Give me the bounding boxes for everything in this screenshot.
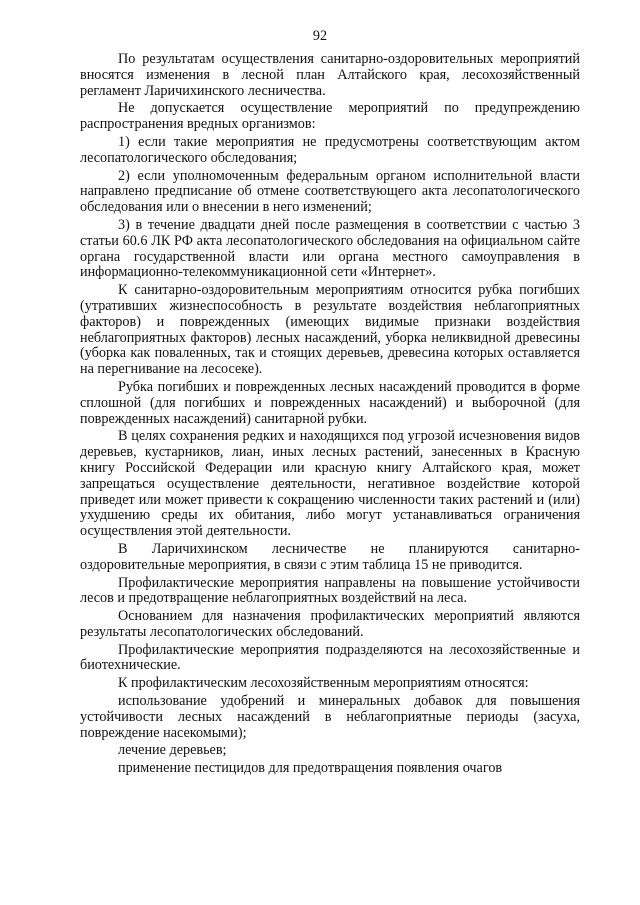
paragraph: Профилактические мероприятия подразделяются на лесохозяйственные и биотехнические. xyxy=(80,641,580,674)
paragraph: Не допускается осуществление мероприятий по предупреждению распространения вредных организмов: xyxy=(80,100,580,133)
paragraph: Профилактические мероприятия направлены на повышение устойчивости лесов и предотвращение неблагоприятных воздействий на леса. xyxy=(80,574,580,607)
list-item: 1) если такие мероприятия не предусмотрены соответствующим актом лесопатологического обследования; xyxy=(80,133,580,166)
paragraph: К санитарно-оздоровительным мероприятиям относится рубка погибших (утративших жизнеспособность в результате воздействия неблагоприятных факторов) и поврежденных (имеющих видимые признаки воздействия неблагоприятных факторов) лесных насаждений, уборка неликвидной древесины (уборка как поваленных, так и стоящих деревьев, древесина которых оставляется на перегнивание на лесосеке). xyxy=(80,282,580,378)
list-item: лечение деревьев; xyxy=(118,742,227,759)
paragraph: По результатам осуществления санитарно-оздоровительных мероприятий вносятся изменения в лесной план Алтайского края, лесохозяйственный регламент Ларичихинского лесничества. xyxy=(80,51,580,99)
paragraph: Основанием для назначения профилактических мероприятий являются результаты лесопатологических обследований. xyxy=(80,608,580,640)
paragraph: В целях сохранения редких и находящихся под угрозой исчезновения видов деревьев, кустарников, лиан, иных лесных растений, занесенных в Красную книгу Российской Федерации или красную книгу Алтайского края, может запрещаться осуществление деятельности, негативное воздействие которой приведет или может привести к сокращению численности таких растений и (или) ухудшению среды их обитания, либо могут устанавливаться ограничения осуществления этой деятельности. xyxy=(80,428,580,540)
paragraph: Рубка погибших и поврежденных лесных насаждений проводится в форме сплошной (для погибших и поврежденных насаждений) и выборочной (для поврежденных насаждений) санитарной рубки. xyxy=(80,378,580,427)
page-number: 92 xyxy=(312,28,328,44)
list-item: 3) в течение двадцати дней после размещения в соответствии с частью 3 статьи 60.6 ЛК РФ акта лесопатологического обследования на официальном сайте органа государственной власти или органа местного самоуправления в информационно-телекоммуникационной сети «Интернет». xyxy=(80,216,580,281)
list-item: использование удобрений и минеральных добавок для повышения устойчивости лесных насаждений в неблагоприятные периоды (засуха, повреждение насекомыми); xyxy=(80,693,580,741)
list-item: применение пестицидов для предотвращения появления очагов xyxy=(118,760,503,777)
document-body xyxy=(80,52,580,779)
paragraph: К профилактическим лесохозяйственным мероприятиям относятся: xyxy=(118,675,529,692)
list-item: 2) если уполномоченным федеральным органом исполнительной власти направлено предписание об отмене соответствующего акта лесопатологического обследования или о внесении в него изменений; xyxy=(80,167,580,216)
paragraph: В Ларичихинском лесничестве не планируются санитарно-оздоровительные мероприятия, в связи с этим таблица 15 не приводится. xyxy=(80,540,580,573)
